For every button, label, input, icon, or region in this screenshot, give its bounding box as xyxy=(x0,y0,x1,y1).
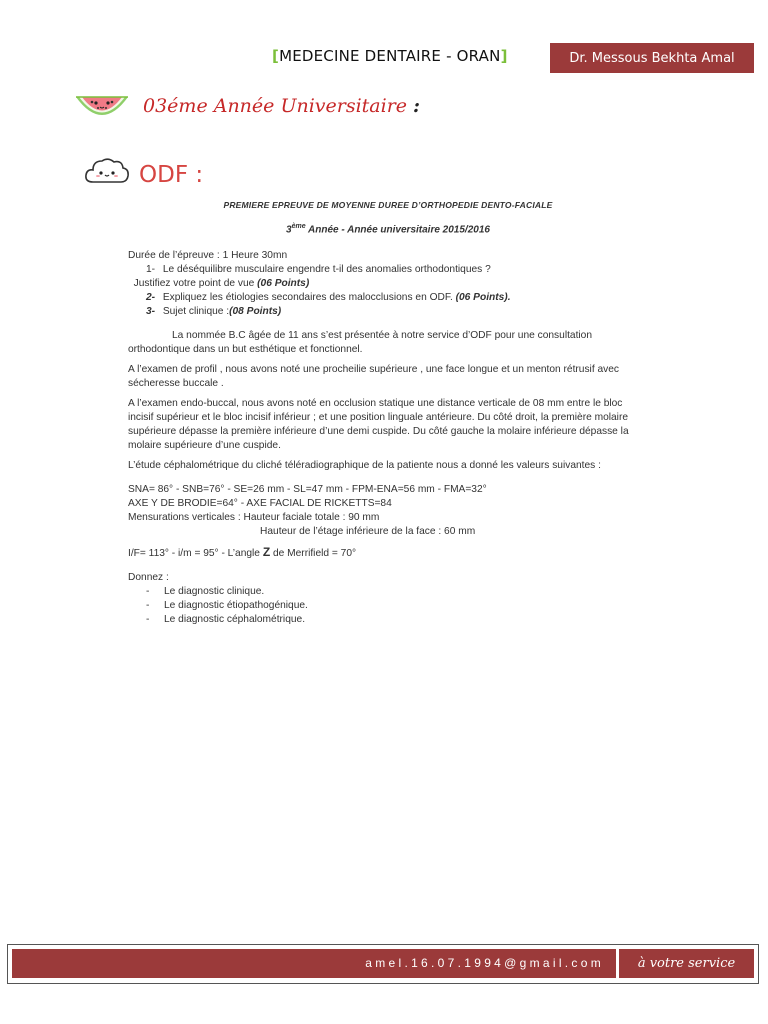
ceph-values-line-3: Mensurations verticales : Hauteur faciale totale : 90 mm xyxy=(128,512,380,524)
exam-title: PREMIERE EPREUVE DE MOYENNE DUREE D’ORTHOPEDIE DENTO-FACIALE xyxy=(223,200,553,210)
year-heading-text: 03éme Année Universitaire xyxy=(143,95,408,117)
footer-service: à votre service xyxy=(619,949,754,978)
exam-duration: Durée de l’épreuve : 1 Heure 30mn xyxy=(128,250,288,262)
question-3 xyxy=(128,305,648,319)
clinical-paragraph-2: A l’examen de profil , nous avons noté une procheilie supérieure , une face longue et un menton rétrusif avec sécheresse buccale . xyxy=(128,364,620,390)
author-badge xyxy=(550,43,754,73)
ceph-values-5b: de Merrifield = 70° xyxy=(270,548,357,560)
exam-year-rest: Année - Année universitaire 2015/2016 xyxy=(305,224,490,236)
list-item xyxy=(146,613,648,627)
exam-year xyxy=(128,220,648,237)
ceph-values-5a: I/F= 113° - i/m = 95° - L’angle xyxy=(128,548,263,560)
question-2-text: Expliquez les étiologies secondaires des malocclusions en ODF. xyxy=(162,292,453,304)
question-1-points: (06 Points) xyxy=(257,278,310,290)
question-3-num: 3- xyxy=(146,306,156,318)
question-1-line2 xyxy=(128,277,648,291)
bracket-close: ] xyxy=(500,47,508,65)
list-item-text: Le diagnostic clinique. xyxy=(164,586,265,598)
header-title-text: MEDECINE DENTAIRE - ORAN xyxy=(279,47,501,65)
section-title: ODF : xyxy=(139,162,204,188)
clinical-paragraph-4: L’étude céphalométrique du cliché téléradiographique de la patiente nous a donné les valeurs suivantes : xyxy=(128,460,601,472)
clinical-paragraph-3: A l’examen endo-buccal, nous avons noté en occlusion statique une distance verticale de 08 mm entre le bloc incisif supérieur et le bloc incisif inférieur ; et une position linguale antérieure. Du côté droit, la première molaire supérieure dépasse la première inférieure d’une demi cuspide. Du côté gauche la molaire inférieure dépasse la molaire supérieure d’une cuspide. xyxy=(128,398,629,452)
list-item-text: Le diagnostic étiopathogénique. xyxy=(164,600,308,612)
question-1 xyxy=(128,263,648,277)
header-title xyxy=(272,47,508,65)
exam-document xyxy=(128,190,648,627)
cloud-icon xyxy=(84,156,130,186)
author-name: Dr. Messous Bekhta Amal xyxy=(569,50,735,66)
question-2 xyxy=(128,291,648,305)
bullet-dash: - xyxy=(146,614,150,626)
question-2-num: 2- xyxy=(146,292,156,304)
ceph-values-line-5 xyxy=(128,545,648,561)
list-item xyxy=(146,585,648,599)
question-1-justify: Justifiez votre point de vue xyxy=(133,278,255,290)
bullet-dash: - xyxy=(146,600,150,612)
question-3-text: Sujet clinique : xyxy=(162,306,230,318)
list-item-text: Le diagnostic céphalométrique. xyxy=(164,614,306,626)
question-1-text: Le déséquilibre musculaire engendre t-il des anomalies orthodontiques ? xyxy=(162,264,491,276)
watermelon-icon xyxy=(74,95,130,125)
clinical-paragraph-1: La nommée B.C âgée de 11 ans s’est présentée à notre service d’ODF pour une consultation orthodontique dans un but esthétique et fonctionnel. xyxy=(128,330,593,356)
year-heading-colon: : xyxy=(413,95,421,117)
exam-year-sup: ème xyxy=(291,223,306,230)
merrifield-z: Z xyxy=(262,545,271,560)
diagnosis-list xyxy=(128,585,648,627)
question-1-num: 1- xyxy=(146,264,156,276)
exam-year-num: 3 xyxy=(286,224,292,236)
ceph-values-line-2: AXE Y DE BRODIE=64° - AXE FACIAL DE RICKETTS=84 xyxy=(128,498,392,510)
year-heading xyxy=(143,95,420,117)
footer-email: amel.16.07.1994@gmail.com xyxy=(365,956,604,970)
question-3-points: (08 Points) xyxy=(229,306,282,318)
bullet-dash: - xyxy=(146,586,150,598)
list-item xyxy=(146,599,648,613)
ceph-values-line-1: SNA= 86° - SNB=76° - SE=26 mm - SL=47 mm - FPM-ENA=56 mm - FMA=32° xyxy=(128,484,487,496)
donnez-label: Donnez : xyxy=(128,572,169,584)
ceph-values-line-4: Hauteur de l’étage inférieure de la face : 60 mm xyxy=(260,526,476,538)
question-2-points: (06 Points). xyxy=(455,292,511,304)
bracket-open: [ xyxy=(272,47,280,65)
